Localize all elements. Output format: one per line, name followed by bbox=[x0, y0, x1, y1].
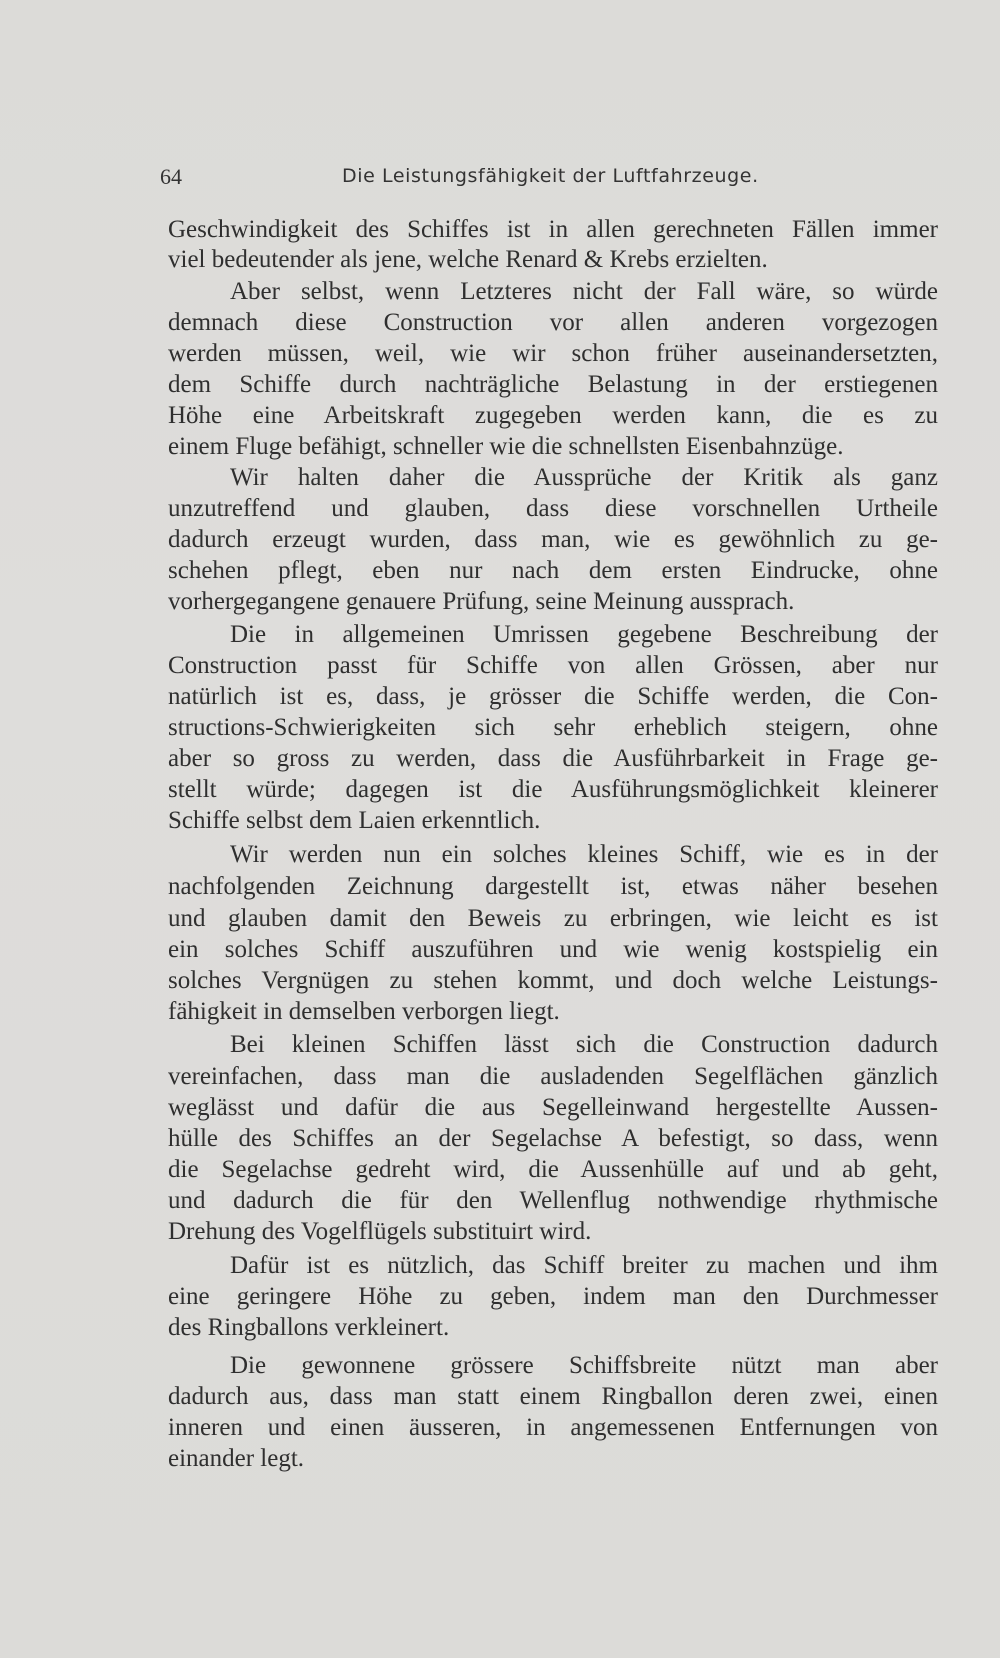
text-line: ein solches Schiff auszuführen und wie wenig kostspielig ein bbox=[168, 936, 938, 963]
text-line: structions-Schwierigkeiten sich sehr erheblich steigern, ohne bbox=[168, 714, 938, 741]
text-line: hülle des Schiffes an der Segelachse A befestigt, so dass, wenn bbox=[168, 1125, 938, 1152]
text-line: und glauben damit den Beweis zu erbringen, wie leicht es ist bbox=[168, 905, 938, 932]
text-line: Wir werden nun ein solches kleines Schiff, wie es in der bbox=[230, 841, 938, 868]
text-line: unzutreffend und glauben, dass diese vorschnellen Urtheile bbox=[168, 495, 938, 522]
text-line: Die in allgemeinen Umrissen gegebene Beschreibung der bbox=[230, 621, 938, 648]
text-line: Bei kleinen Schiffen lässt sich die Construction dadurch bbox=[230, 1031, 938, 1058]
text-line: Construction passt für Schiffe von allen Grössen, aber nur bbox=[168, 652, 938, 679]
text-line: eine geringere Höhe zu geben, indem man den Durchmesser bbox=[168, 1283, 938, 1310]
text-line: nachfolgenden Zeichnung dargestellt ist, etwas näher besehen bbox=[168, 873, 938, 900]
text-line: dadurch aus, dass man statt einem Ringballon deren zwei, einen bbox=[168, 1383, 938, 1410]
text-line: Aber selbst, wenn Letzteres nicht der Fall wäre, so würde bbox=[230, 278, 938, 305]
text-line: die Segelachse gedreht wird, die Aussenhülle auf und ab geht, bbox=[168, 1156, 938, 1183]
text-line: Wir halten daher die Aussprüche der Kritik als ganz bbox=[230, 464, 938, 491]
text-line: schehen pflegt, eben nur nach dem ersten Eindrucke, ohne bbox=[168, 557, 938, 584]
text-line: Schiffe selbst dem Laien erkenntlich. bbox=[168, 807, 541, 834]
text-line: vereinfachen, dass man die ausladenden Segelflächen gänzlich bbox=[168, 1063, 938, 1090]
text-line: fähigkeit in demselben verborgen liegt. bbox=[168, 998, 560, 1025]
running-title: Die Leistungsfähigkeit der Luftfahrzeuge. bbox=[342, 165, 759, 187]
text-line: werden müssen, weil, wie wir schon früher auseinandersetzten, bbox=[168, 340, 938, 367]
text-line bbox=[168, 245, 938, 275]
body-text bbox=[168, 0, 938, 1658]
text-line: Höhe eine Arbeitskraft zugegeben werden kann, die es zu bbox=[168, 402, 938, 429]
text-line: demnach diese Construction vor allen anderen vorgezogen bbox=[168, 309, 938, 336]
text-line: aber so gross zu werden, dass die Ausführbarkeit in Frage ge- bbox=[168, 745, 938, 772]
text-line: dadurch erzeugt wurden, dass man, wie es gewöhnlich zu ge- bbox=[168, 526, 938, 553]
text-line: Geschwindigkeit des Schiffes ist in allen gerechneten Fällen immer bbox=[168, 216, 938, 243]
text-line: vorhergegangene genauere Prüfung, seine Meinung aussprach. bbox=[168, 588, 795, 615]
text-line: einander legt. bbox=[168, 1445, 305, 1472]
text-line: natürlich ist es, dass, je grösser die Schiffe werden, die Con- bbox=[168, 683, 938, 710]
text-line: Drehung des Vogelflügels substituirt wird. bbox=[168, 1218, 592, 1245]
text-line: einem Fluge befähigt, schneller wie die schnellsten Eisenbahnzüge. bbox=[168, 433, 844, 460]
text-line: solches Vergnügen zu stehen kommt, und doch welche Leistungs- bbox=[168, 967, 938, 994]
text-line: inneren und einen äusseren, in angemessenen Entfernungen von bbox=[168, 1414, 938, 1441]
text-line: Die gewonnene grössere Schiffsbreite nützt man aber bbox=[230, 1352, 938, 1379]
text-line: dem Schiffe durch nachträgliche Belastung in der erstiegenen bbox=[168, 371, 938, 398]
text-line: des Ringballons verkleinert. bbox=[168, 1314, 450, 1341]
text-line: stellt würde; dagegen ist die Ausführungsmöglichkeit kleinerer bbox=[168, 776, 938, 803]
text-line: weglässt und dafür die aus Segelleinwand hergestellte Aussen- bbox=[168, 1094, 938, 1121]
text-fragment: viel bedeutender als jene, welche Renard & Krebs erzielten. bbox=[168, 246, 768, 273]
text-line: und dadurch die für den Wellenflug nothwendige rhythmische bbox=[168, 1187, 938, 1214]
page-number: 64 bbox=[160, 164, 182, 189]
text-line: Dafür ist es nützlich, das Schiff breiter zu machen und ihm bbox=[230, 1252, 938, 1279]
